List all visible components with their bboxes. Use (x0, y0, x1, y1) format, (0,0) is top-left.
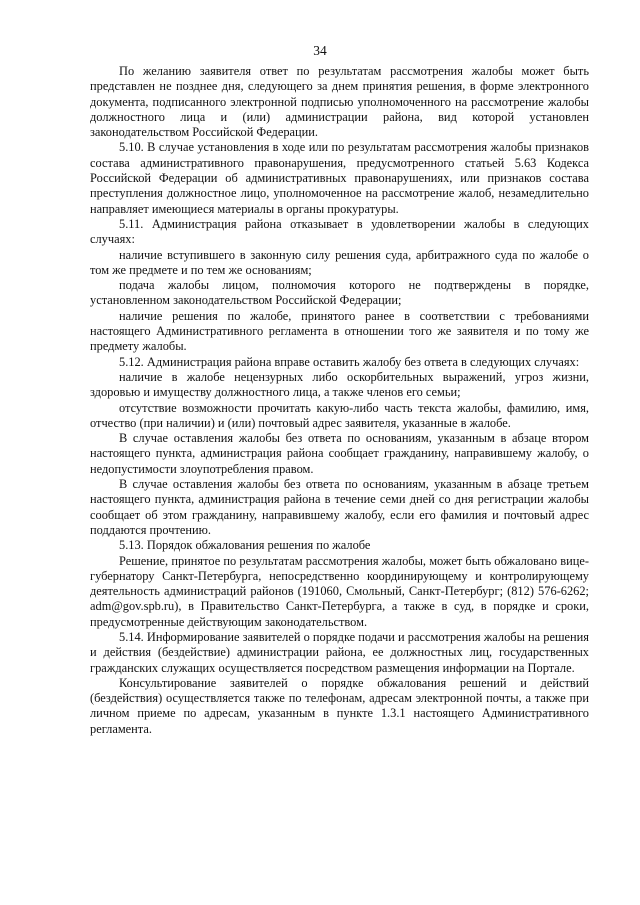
page-number: 34 (313, 43, 327, 58)
paragraph-5-12-seven-days-notice: В случае оставления жалобы без ответа по основаниям, указанным в абзаце третьем настоящего пункта, администрация района в течение семи дней со дня регистрации жалобы сообщает об этом гражданину, направившему жалобу, если его фамилия и почтовый адрес поддаются прочтению. (90, 477, 589, 537)
paragraph-5-13-appeal: Решение, принятое по результатам рассмотрения жалобы, может быть обжаловано вице-губернатору Санкт-Петербурга, непосредственно координирующему и контролирующему деятельность администраций районов (191060, Смольный, Санкт-Петербург; (812) 576-6262; adm@gov.spb.ru), в Правительство Санкт-Петербурга, а также в суд, в порядке и сроки, предусмотренные действующим законодательством. (90, 553, 589, 629)
paragraph-5-10: 5.10. В случае установления в ходе или по результатам рассмотрения жалобы признаков состава административного правонарушения, предусмотренного статьей 5.63 Кодекса Российской Федерации об административных правонарушениях, или признаков состава преступления должностное лицо, уполномоченное на рассмотрение жалоб, незамедлительно направляет имеющиеся материалы в органы прокуратуры. (90, 140, 589, 216)
paragraph-5-11: 5.11. Администрация района отказывает в удовлетворении жалобы в следующих случаях: (90, 216, 589, 247)
paragraph-5-12-offensive-language: наличие в жалобе нецензурных либо оскорбительных выражений, угроз жизни, здоровью и имуществу должностного лица, а также членов его семьи; (90, 369, 589, 400)
paragraph-5-11-prior-decision: наличие решения по жалобе, принятого ранее в соответствии с требованиями настоящего Административного регламента в отношении того же заявителя и по тому же предмету жалобы. (90, 308, 589, 354)
paragraph-response-format: По желанию заявителя ответ по результатам рассмотрения жалобы может быть представлен не позднее дня, следующего за днем принятия решения, в форме электронного документа, подписанного электронной подписью уполномоченного на рассмотрение жалобы должностного лица и (или) администрации района, вид которой установлен законодательством Российской Федерации. (90, 64, 589, 140)
paragraph-5-11-court-decision: наличие вступившего в законную силу решения суда, арбитражного суда по жалобе о том же предмете и по тем же основаниям; (90, 247, 589, 277)
paragraph-5-12-abuse-notice: В случае оставления жалобы без ответа по основаниям, указанным в абзаце втором настоящего пункта, администрация района сообщает гражданину, направившему жалобу, о недопустимости злоупотребления правом. (90, 431, 589, 476)
paragraph-5-13-heading: 5.13. Порядок обжалования решения по жалобе (119, 538, 371, 553)
paragraph-5-14: 5.14. Информирование заявителей о порядке подачи и рассмотрения жалобы на решения и действия (бездействие) администрации района, ее должностных лиц, государственных гражданских служащих осуществляется посредством размещения информации на Портале. (90, 629, 589, 675)
paragraph-consultation: Консультирование заявителей о порядке обжалования решений и действий (бездействия) осуществляется также по телефонам, адресам электронной почты, а также при личном приеме по адресам, указанным в пункте 1.3.1 настоящего Административного регламента. (90, 675, 589, 736)
paragraph-5-12-unreadable-text: отсутствие возможности прочитать какую-либо часть текста жалобы, фамилию, имя, отчество (при наличии) и (или) почтовый адрес заявителя, указанные в жалобе. (90, 400, 589, 430)
document-body (90, 64, 589, 737)
paragraph-5-11-unconfirmed-authority: подача жалобы лицом, полномочия которого не подтверждены в порядке, установленном законодательством Российской Федерации; (90, 278, 589, 308)
paragraph-5-12: 5.12. Администрация района вправе оставить жалобу без ответа в следующих случаях: (119, 354, 580, 369)
